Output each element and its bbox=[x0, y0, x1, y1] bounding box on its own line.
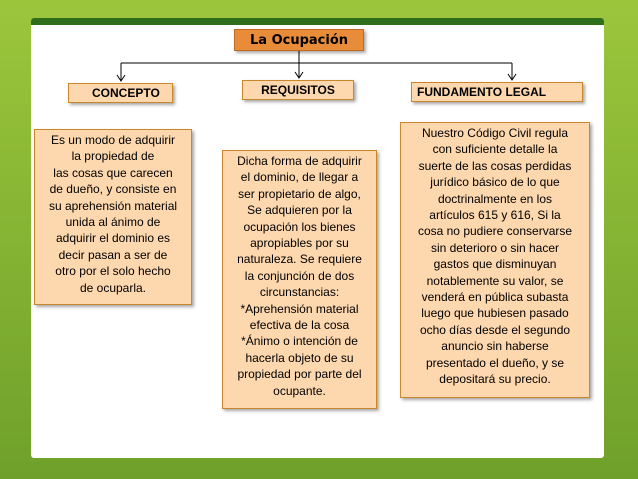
text-line: unida al ánimo de bbox=[65, 215, 161, 230]
text-line: circunstancias: bbox=[259, 285, 340, 300]
text-line: ocupante. bbox=[273, 383, 326, 398]
text-line: sin deterioro o sin hacer bbox=[430, 240, 560, 255]
text-line: su aprehensión material bbox=[48, 198, 178, 213]
concepto-text-box bbox=[34, 129, 192, 305]
text-line: el dominio, de llegar a bbox=[240, 170, 359, 185]
text-line: jurídico básico de lo que bbox=[430, 175, 560, 190]
text-line: de dueño, y consiste en bbox=[49, 182, 177, 197]
text-line: efectiva de la cosa bbox=[249, 318, 350, 333]
fundamento-text-box bbox=[400, 122, 590, 398]
text-line: naturaleza. Se requiere bbox=[237, 252, 362, 267]
text-line: venderá en pública subasta bbox=[421, 290, 569, 305]
text-line: *Aprehensión material bbox=[240, 301, 359, 316]
text-line: la propiedad de bbox=[71, 149, 155, 164]
text-line: adquirir el dominio es bbox=[55, 231, 171, 246]
text-line: decir pasan a ser de bbox=[58, 247, 168, 262]
text-line: artículos 615 y 616, Si la bbox=[429, 208, 561, 223]
text-line: *Ánimo o intención de bbox=[241, 334, 358, 349]
requisitos-text-box bbox=[222, 150, 377, 409]
text-line: anuncio sin haberse bbox=[441, 339, 549, 354]
text-line: suerte de las cosas perdidas bbox=[418, 158, 572, 173]
text-line: la conjunción de dos bbox=[244, 268, 355, 283]
text-line: luego que hubiesen pasado bbox=[421, 306, 569, 321]
header-requisitos: REQUISITOS bbox=[242, 80, 354, 100]
text-line: ser propietario de algo, bbox=[238, 186, 361, 201]
header-fundamento-legal: FUNDAMENTO LEGAL bbox=[411, 82, 583, 102]
diagram-title: La Ocupación bbox=[234, 29, 364, 51]
text-line: notablemente su valor, se bbox=[426, 273, 564, 288]
header-concepto: CONCEPTO bbox=[68, 83, 173, 103]
text-line: depositará su precio. bbox=[439, 372, 551, 387]
text-line: con suficiente detalle la bbox=[432, 142, 558, 157]
text-line: gastos que disminuyan bbox=[433, 257, 557, 272]
text-line: propiedad por parte del bbox=[237, 367, 362, 382]
text-line: ocupación los bienes bbox=[243, 219, 356, 234]
text-line: Es un modo de adquirir bbox=[50, 133, 176, 147]
text-line: doctrinalmente en los bbox=[437, 191, 553, 206]
text-line: hacerla objeto de su bbox=[245, 350, 354, 365]
text-line: otro por el solo hecho bbox=[55, 264, 171, 279]
text-line: Se adquieren por la bbox=[247, 203, 352, 218]
text-line: de ocuparla. bbox=[79, 280, 147, 295]
text-line: apropiables por su bbox=[250, 236, 349, 251]
text-line: presentado el dueño, y se bbox=[425, 355, 565, 370]
text-line: Nuestro Código Civil regula bbox=[421, 126, 569, 140]
text-line: ocho días desde el segundo bbox=[419, 322, 571, 337]
text-line: cosa no pudiere conservarse bbox=[417, 224, 573, 239]
text-line: Dicha forma de adquirir bbox=[237, 154, 362, 168]
text-line: las cosas que carecen bbox=[53, 165, 173, 180]
